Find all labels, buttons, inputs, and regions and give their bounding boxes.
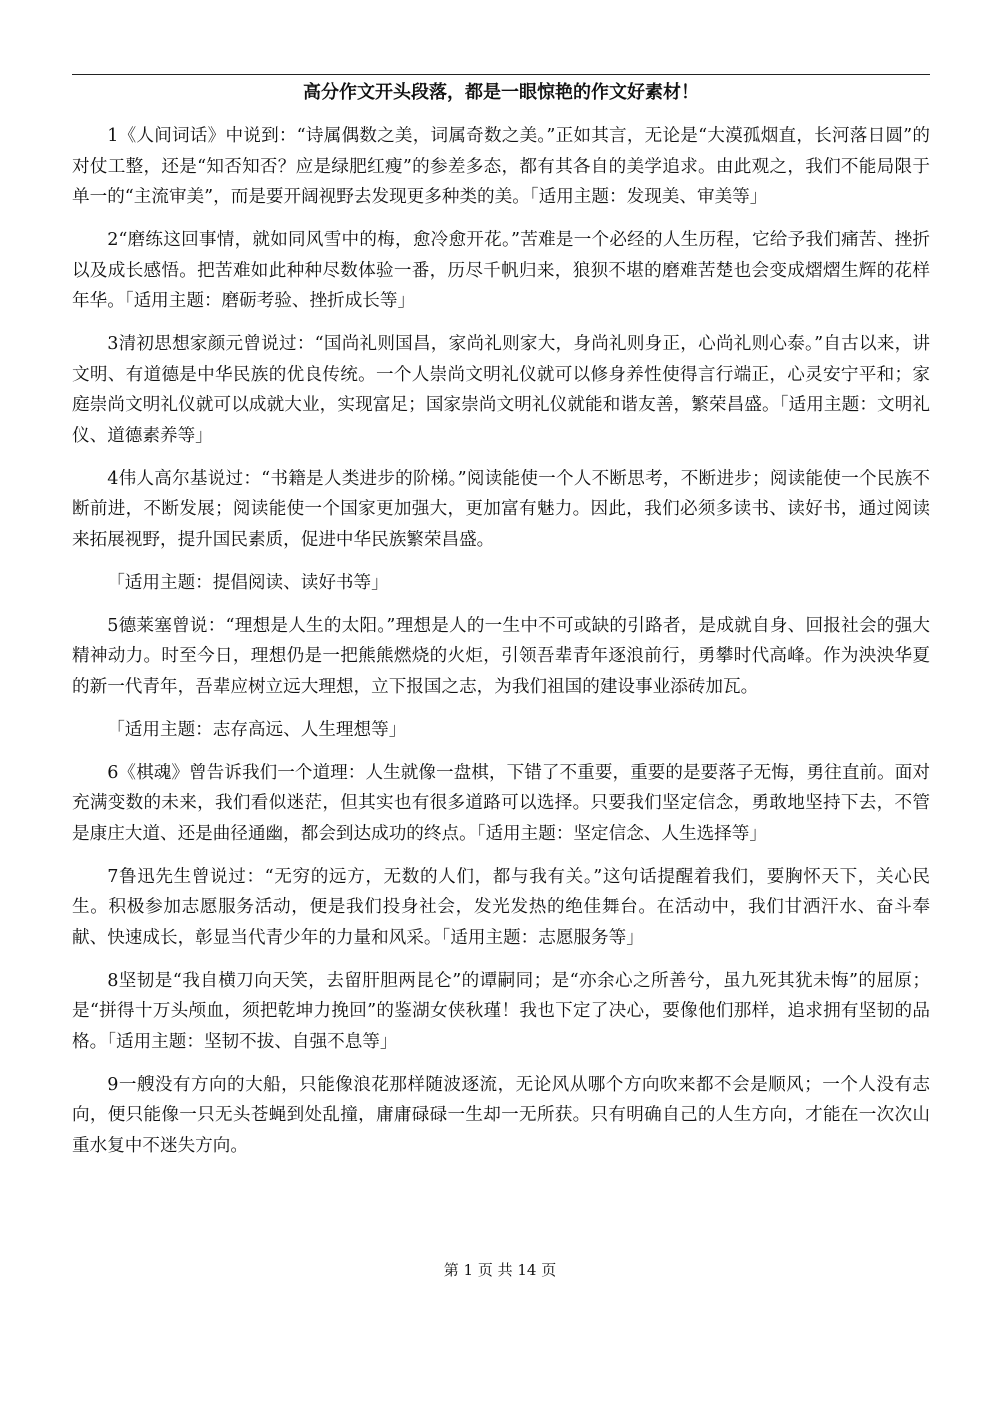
paragraph-9: 9一艘没有方向的大船，只能像浪花那样随波逐流，无论风从哪个方向吹来都不会是顺风；一个人没有志向，便只能像一只无头苍蝇到处乱撞，庸庸碌碌一生却一无所获。只有明确自己的人生方向，才能在一次次山重水复中不迷失方向。 — [72, 1074, 930, 1156]
paragraph-1: 1《人间词话》中说到：“诗属偶数之美，词属奇数之美。”正如其言，无论是“大漠孤烟直，长河落日圆”的对仗工整，还是“知否知否？应是绿肥红瘦”的参差多态，都有其各自的美学追求。由此观之，我们不能局限于单一的“主流审美”，而是要开阔视野去发现更多种类的美。「适用主题：发现美、审美等」 — [72, 126, 930, 207]
paragraph-7: 7鲁迅先生曾说过：“无穷的远方，无数的人们，都与我有关。”这句话提醒着我们，要胸怀天下，关心民生。积极参加志愿服务活动，便是我们投身社会，发光发热的绝佳舞台。在活动中，我们甘洒汗水、奋斗奉献、快速成长，彰显当代青少年的力量和风采。「适用主题：志愿服务等」 — [72, 866, 930, 948]
paragraph-5-topic: 「适用主题：志存高远、人生理想等」 — [107, 719, 407, 740]
header-rule — [72, 74, 930, 75]
paragraph-3: 3清初思想家颜元曾说过：“国尚礼则国昌，家尚礼则家大，身尚礼则身正，心尚礼则心泰。”自古以来，讲文明、有道德是中华民族的优良传统。一个人崇尚文明礼仪就可以修身养性使得言行端正，心灵安宁平和；家庭崇尚文明礼仪就可以成就大业，实现富足；国家崇尚文明礼仪就能和谐友善，繁荣昌盛。「适用主题：文明礼仪、道德素养等」 — [72, 334, 930, 446]
document-page — [72, 74, 930, 1174]
paragraph-2: 2“磨练这回事情，就如同风雪中的梅，愈冷愈开花。”苦难是一个必经的人生历程，它给予我们痛苦、挫折以及成长感悟。把苦难如此种种尽数体验一番，历尽千帆归来，狼狈不堪的磨难苦楚也会变成熠熠生辉的花样年华。「适用主题：磨砺考验、挫折成长等」 — [72, 230, 930, 311]
paragraph-8: 8坚韧是“我自横刀向天笑，去留肝胆两昆仑”的谭嗣同；是“亦余心之所善兮，虽九死其犹未悔”的屈原；是“拼得十万头颅血，须把乾坤力挽回”的鉴湖女侠秋瑾！我也下定了决心，要像他们那样，追求拥有坚韧的品格。「适用主题：坚韧不拔、自强不息等」 — [72, 970, 930, 1052]
page-number-footer: 第 1 页 共 14 页 — [443, 1261, 557, 1279]
page-title: 高分作文开头段落，都是一眼惊艳的作文好素材！ — [303, 82, 699, 103]
paragraph-4-topic: 「适用主题：提倡阅读、读好书等」 — [107, 572, 389, 593]
paragraph-4: 4伟人高尔基说过：“书籍是人类进步的阶梯。”阅读能使一个人不断思考，不断进步；阅读能使一个民族不断前进，不断发展；阅读能使一个国家更加强大，更加富有魅力。因此，我们必须多读书、读好书，通过阅读来拓展视野，提升国民素质，促进中华民族繁荣昌盛。 — [72, 468, 930, 550]
paragraph-5: 5德莱塞曾说：“理想是人生的太阳。”理想是人的一生中不可或缺的引路者，是成就自身、回报社会的强大精神动力。时至今日，理想仍是一把熊熊燃烧的火炬，引领吾辈青年逐浪前行，勇攀时代高峰。作为泱泱华夏的新一代青年，吾辈应树立远大理想，立下报国之志，为我们祖国的建设事业添砖加瓦。 — [72, 615, 930, 697]
paragraph-6: 6《棋魂》曾告诉我们一个道理：人生就像一盘棋，下错了不重要，重要的是要落子无悔，勇往直前。面对充满变数的未来，我们看似迷茫，但其实也有很多道路可以选择。只要我们坚定信念，勇敢地坚持下去，不管是康庄大道、还是曲径通幽，都会到达成功的终点。「适用主题：坚定信念、人生选择等」 — [72, 762, 930, 844]
